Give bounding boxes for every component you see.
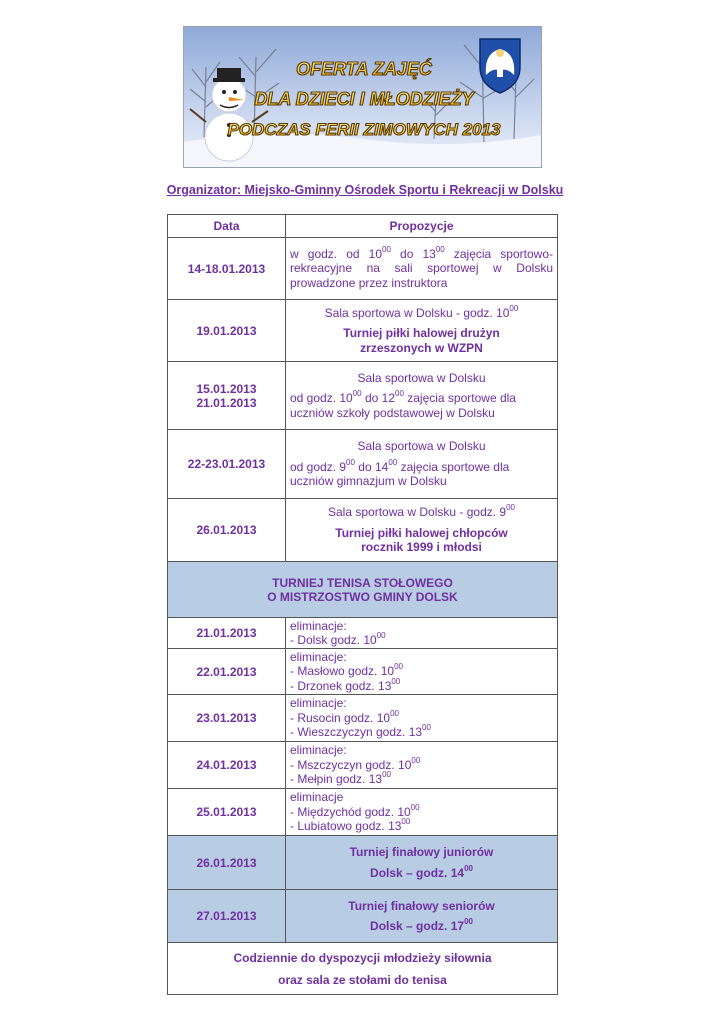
footer-row: [168, 943, 558, 995]
schedule-table: [167, 214, 558, 995]
table-row: [168, 695, 558, 742]
row-offer: w godz. od $10^{00}$ do $13^{00}$ zajęcia sportowo-rekreacyjne na sali sportowej w Dolsku prowadzone przez instruktora: [286, 238, 558, 300]
row-offer: Sala sportowa w Dolsku - godz. $10^{00}$ Turniej piłki halowej drużyn zrzeszonych w WZPN: [286, 300, 558, 362]
row-offer: Sala sportowa w Dolsku - godz. $9^{00}$ Turniej piłki halowej chłopców rocznik 1999 i młodsi: [286, 499, 558, 562]
table-row: [168, 499, 558, 562]
row-offer: eliminacje: - Masłowo godz. $10^{00}$ - Drzonek godz. $13^{00}$: [286, 649, 558, 695]
table-row: [168, 238, 558, 300]
row-date: 26.01.2013: [168, 499, 286, 562]
banner-title-line3: PODCZAS FERII ZIMOWYCH 2013: [227, 120, 501, 139]
row-offer: Sala sportowa w Dolsku od godz. $9^{00}$ do $14^{00}$ zajęcia sportowe dla uczniów gimnazjum w Dolsku: [286, 430, 558, 499]
final-row: [168, 890, 558, 943]
row-date: 22-23.01.2013: [168, 430, 286, 499]
banner-title-line2: DLA DZIECI I MŁODZIEŻY: [254, 89, 474, 109]
row-date: 21.01.2013: [168, 618, 286, 649]
row-date: 27.01.2013: [168, 890, 286, 943]
row-date: 26.01.2013: [168, 836, 286, 890]
tournament-title-row: [168, 562, 558, 618]
row-date: 15.01.2013 21.01.2013: [168, 362, 286, 430]
table-row: [168, 789, 558, 836]
banner-image: [183, 26, 542, 168]
final-row: [168, 836, 558, 890]
row-date: 22.01.2013: [168, 649, 286, 695]
row-offer: Turniej finałowy seniorów Dolsk – godz. $17^{00}$: [286, 890, 558, 943]
row-offer: eliminacje: - Dolsk godz. $10^{00}$: [286, 618, 558, 649]
table-row: [168, 742, 558, 789]
table-row: [168, 430, 558, 499]
row-offer: eliminacje: - Rusocin godz. $10^{00}$ - Wieszczyczyn godz. $13^{00}$: [286, 695, 558, 742]
row-date: 24.01.2013: [168, 742, 286, 789]
row-offer: eliminacje - Międzychód godz. $10^{00}$ - Lubiatowo godz. $13^{00}$: [286, 789, 558, 836]
table-row: [168, 300, 558, 362]
banner-title-line1: OFERTA ZAJĘĆ: [296, 59, 432, 79]
row-offer: Sala sportowa w Dolsku od godz. $10^{00}$ do $12^{00}$ zajęcia sportowe dla uczniów szkoły podstawowej w Dolsku: [286, 362, 558, 430]
table-row: [168, 362, 558, 430]
table-row: [168, 618, 558, 649]
header-date: Data: [168, 215, 286, 238]
footer-note: Codziennie do dyspozycji młodzieży siłownia oraz sala ze stołami do tenisa: [168, 943, 558, 995]
row-offer: Turniej finałowy juniorów Dolsk – godz. $14^{00}$: [286, 836, 558, 890]
row-offer: eliminacje: - Mszczyczyn godz. $10^{00}$ - Mełpin godz. $13^{00}$: [286, 742, 558, 789]
organizer-line: Organizator: Miejsko-Gminny Ośrodek Sportu i Rekreacji w Dolsku: [166, 183, 564, 197]
row-date: 25.01.2013: [168, 789, 286, 836]
row-date: 14-18.01.2013: [168, 238, 286, 300]
header-offer: Propozycje: [286, 215, 558, 238]
row-date: 19.01.2013: [168, 300, 286, 362]
table-header-row: [168, 215, 558, 238]
row-date: 23.01.2013: [168, 695, 286, 742]
table-row: [168, 649, 558, 695]
tournament-title: TURNIEJ TENISA STOŁOWEGO O MISTRZOSTWO GMINY DOLSK: [168, 562, 558, 618]
